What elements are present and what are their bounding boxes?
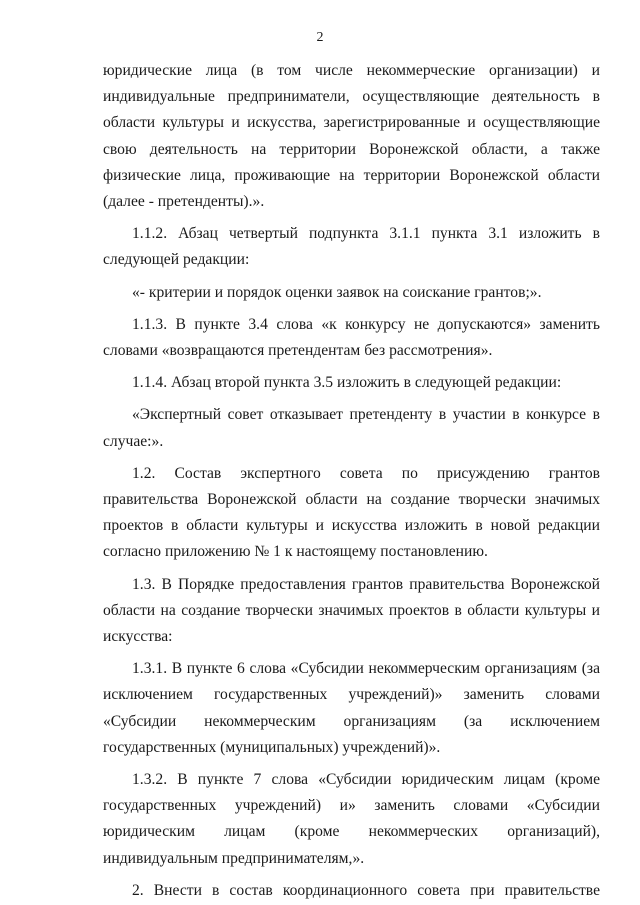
paragraph-quote-expert-council: «Экспертный совет отказывает претенденту в участии в конкурсе в случае:». xyxy=(103,406,600,450)
paragraph-1-2: 1.2. Состав экспертного совета по присуждению грантов правительства Воронежской области на создание творчески значимых проектов в области культуры и искусства изложить в новой редакции согласно приложению № 1 к настоящему постановлению. xyxy=(103,464,600,561)
paragraph-1-3-2: 1.3.2. В пункте 7 слова «Субсидии юридическим лицам (кроме государственных учреждений) и» заменить словами «Субсидии юридическим лицам (кроме некоммерческих организаций), индивидуальным предпринимателям,». xyxy=(103,771,600,867)
page-number: 2 xyxy=(316,30,324,45)
paragraph-quote-criteria: «- критерии и порядок оценки заявок на соискание грантов;». xyxy=(132,283,542,301)
paragraph-1-3: 1.3. В Порядке предоставления грантов правительства Воронежской области на создание творчески значимых проектов в области культуры и искусства: xyxy=(103,575,600,646)
paragraph-continuation: юридические лица (в том числе некоммерческие организации) и индивидуальные предприниматели, осуществляющие деятельность в области культуры и искусства, зарегистрированные и осуществляющие свою деятельность на территории Воронежской области, а также физические лица, проживающие на территории Воронежской области (далее - претенденты).». xyxy=(103,62,600,211)
document-body xyxy=(103,58,600,904)
paragraph-1-1-4: 1.1.4. Абзац второй пункта 3.5 изложить в следующей редакции: xyxy=(132,374,562,392)
paragraph-1-1-2: 1.1.2. Абзац четвертый подпункта 3.1.1 пункта 3.1 изложить в следующей редакции: xyxy=(103,225,600,269)
paragraph-1-3-1: 1.3.1. В пункте 6 слова «Субсидии некоммерческим организациям (за исключением государственных учреждений)» заменить словами «Субсидии некоммерческим организациям (за исключением государственных (муниципальных) учреждений)». xyxy=(103,660,600,756)
paragraph-2: 2. Внести в состав координационного совета при правительстве xyxy=(132,881,600,899)
paragraph-1-1-3: 1.1.3. В пункте 3.4 слова «к конкурсу не допускаются» заменить словами «возвращаются претендентам без рассмотрения». xyxy=(103,315,600,360)
